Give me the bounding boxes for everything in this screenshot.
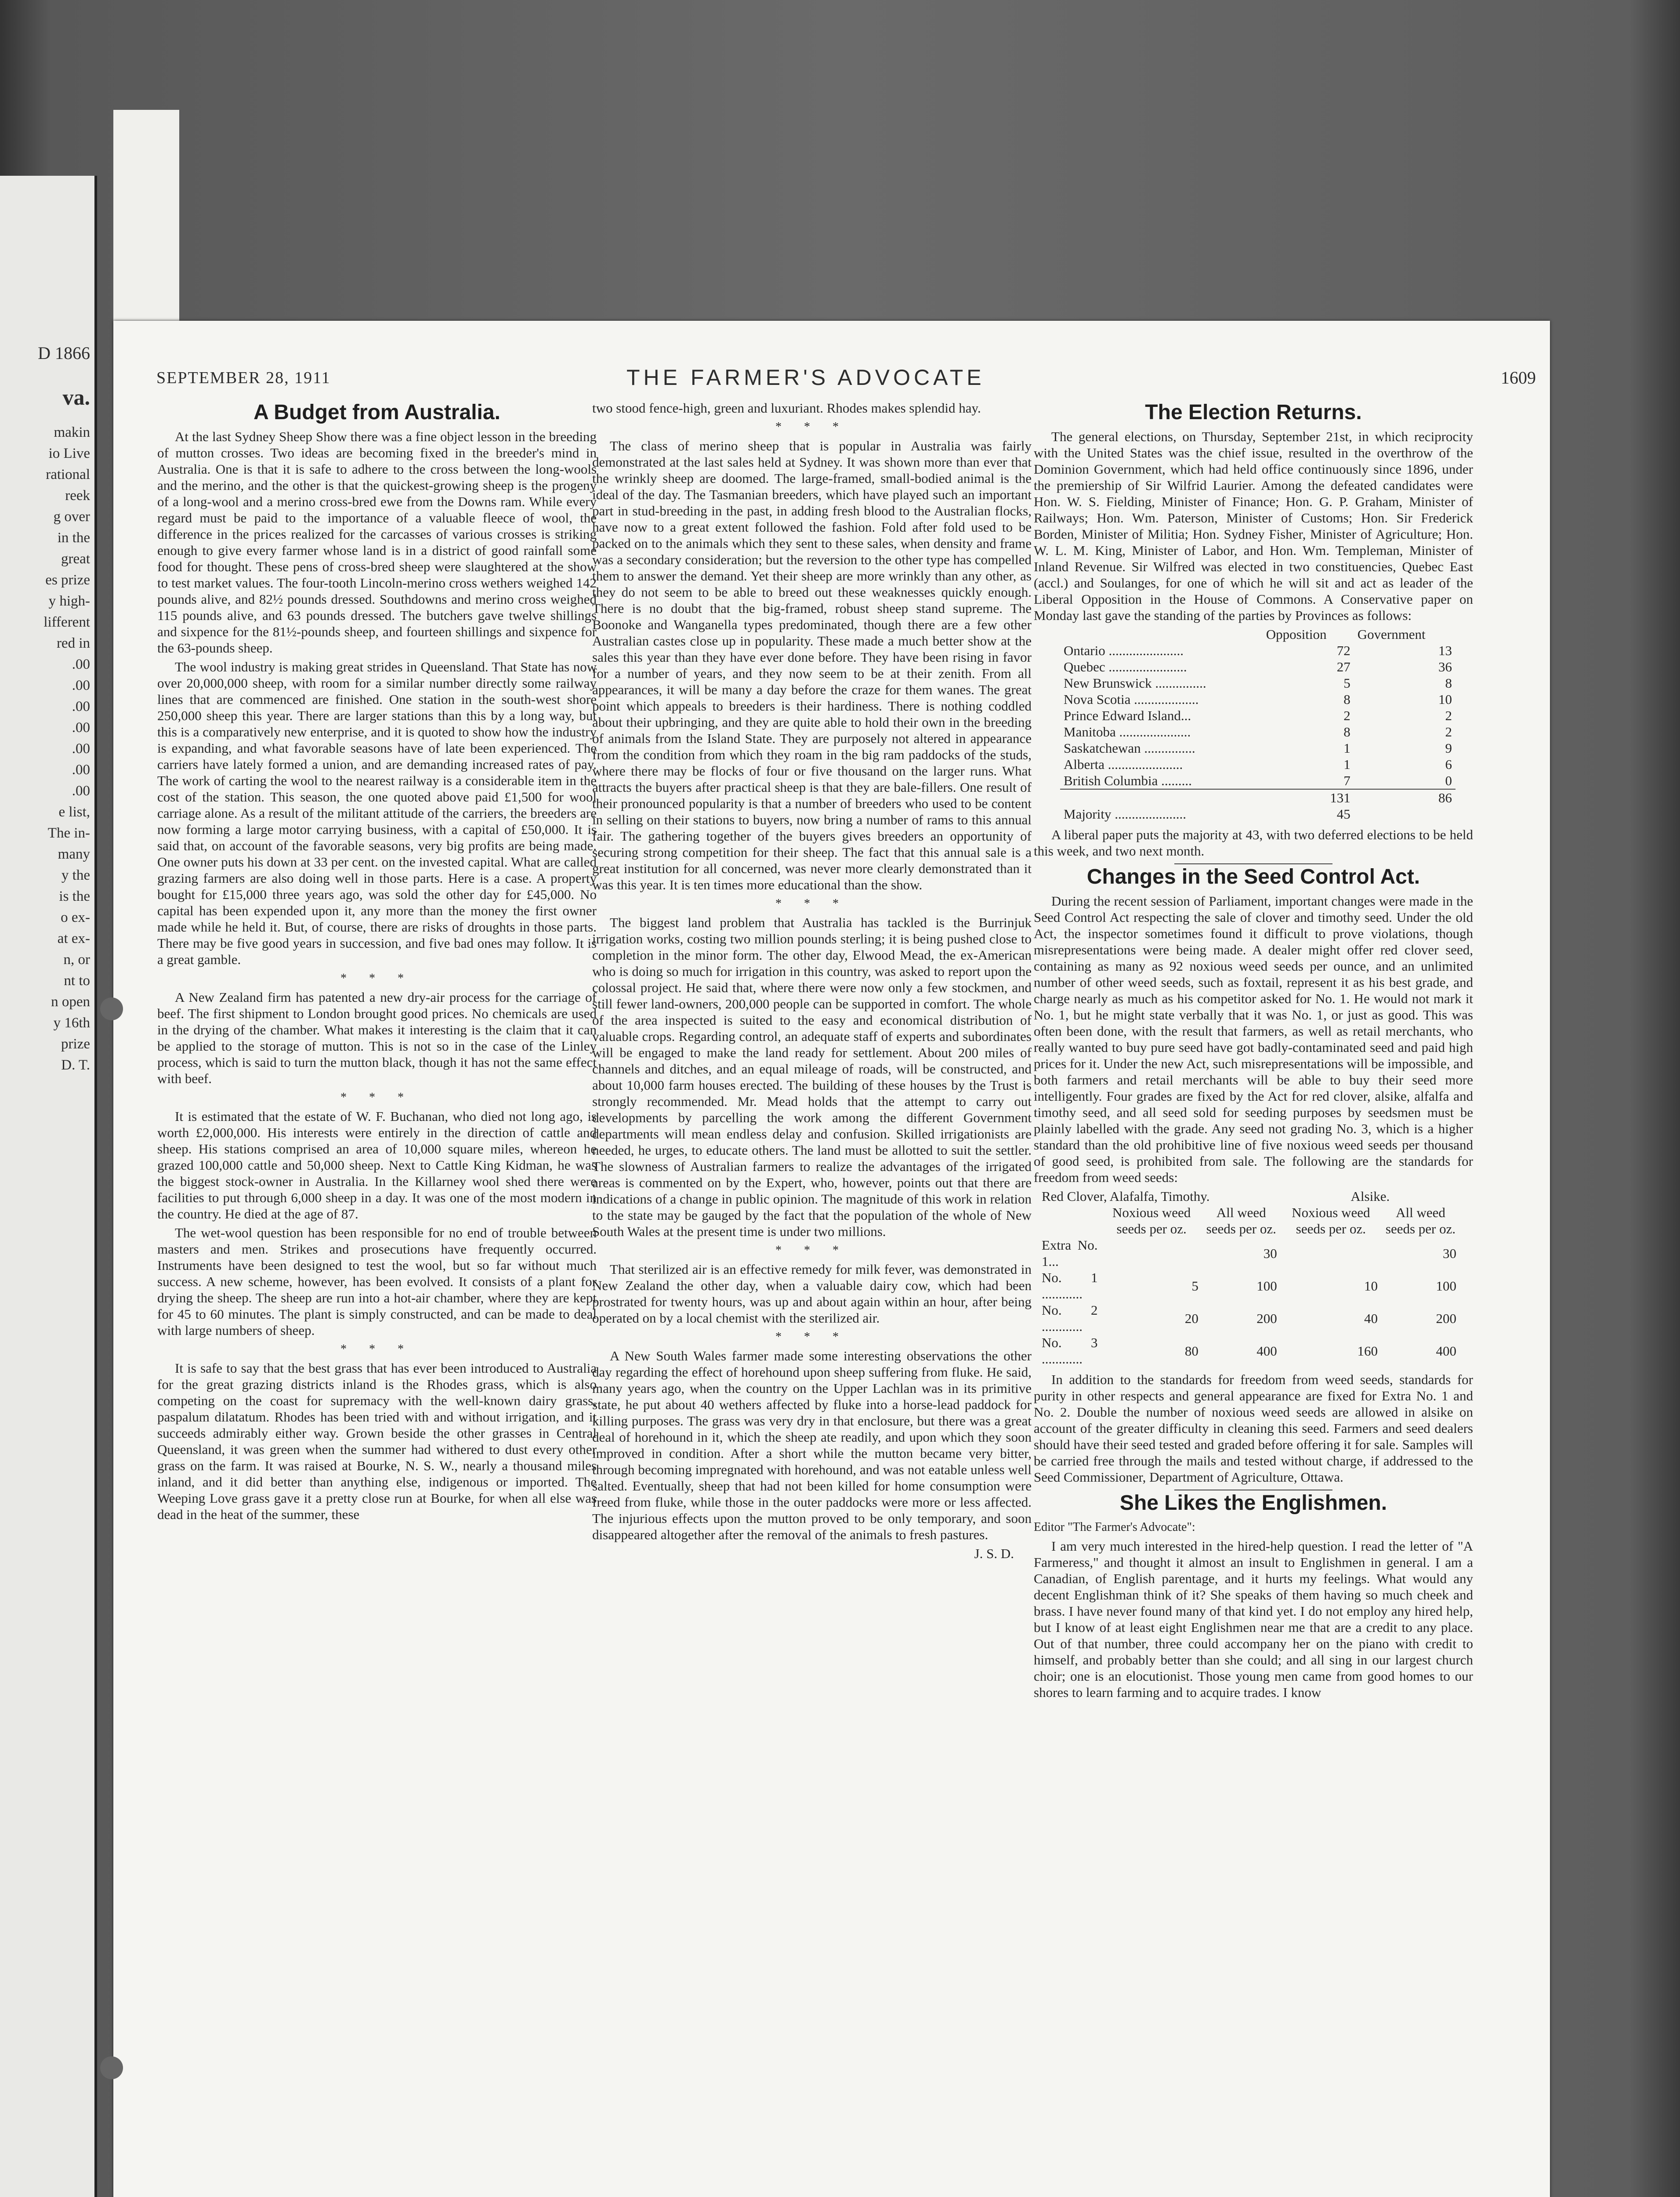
gutter-line: in the [57,530,90,546]
table-row [1038,1237,1460,1269]
divider-rule [1174,863,1332,864]
gutter-line: es prize [45,572,90,588]
province-cell: Nova Scotia ................... [1064,692,1199,707]
column-2 [592,400,1032,1562]
gutter-line: .00 [72,720,90,736]
seat-count-cell: 5 [1343,675,1351,691]
paragraph: A New Zealand firm has patented a new dry-air process for the carriage of beef. The first shipment to London brought good prices. No chemicals are used in the drying of the chamber. What makes it interesting is the claim that it can be applied to the storage of mutton. This is not so in the case of the Linley process, which is said to turn the mutton black, though it has not the same effect with beef. [157,990,597,1086]
editor-salutation: Editor "The Farmer's Advocate": [1034,1520,1195,1534]
seat-count-cell: 7 [1343,773,1351,788]
seed-count-cell: 400 [1436,1343,1456,1359]
gutter-line: reek [65,488,90,504]
seat-count-cell: 8 [1343,692,1351,707]
gutter-line: n open [51,994,90,1010]
section-divider: * * * [340,1342,413,1356]
seed-count-cell: 10 [1364,1278,1378,1294]
grade-cell: No. 1 ............ [1042,1270,1098,1302]
table-row [1060,740,1456,756]
table-row [1060,691,1456,707]
gutter-line: red in [56,635,90,651]
binding-hole [100,997,123,1020]
seat-count-cell: 2 [1445,724,1452,740]
seed-count-cell: 20 [1184,1310,1198,1326]
gutter-line: o ex- [61,910,90,925]
table-row [1060,772,1456,789]
section-divider: * * * [340,972,413,985]
province-cell: Quebec ....................... [1064,659,1187,674]
paragraph: That sterilized air is an effective remedy for milk fever, was demonstrated in New Zealand the other day, when a valuable dairy cow, which had been prostrated for twenty hours, was up and about again within an hour, after being operated on by a local chemist with the sterilized air. [592,1262,1032,1326]
seat-count-cell: 0 [1445,773,1452,788]
seat-count-cell: 36 [1438,659,1452,674]
seed-count-cell: 5 [1191,1278,1198,1294]
seed-count-cell [1281,1237,1381,1269]
gutter-line: .00 [72,699,90,714]
totals-row: 131 86 [1060,789,1456,806]
gutter-line: nt to [64,973,90,989]
seat-count-cell: 2 [1445,708,1452,723]
paragraph: At the last Sydney Sheep Show there was a fine object lesson in the breeding of mutton crosses. Two ideas are becoming fixed in the breeder's mind in Australia. One is that it is safe to adhere to the cross between the long-wools and the merino, and the other is that the quickest-growing sheep is the progeny of a long-wool and a merino cross-bred ewe from the Downs ram. While every regard must be paid to the importance of a valuable fleece of wool, the difference in the prices realized for the carcasses of various crosses is striking enough to give every farmer whose land is in a district of good rainfall some food for thought. These pens of cross-bred sheep were slaughtered at the show to test market values. The four-tooth Lincoln-merino cross wethers weighed 142 pounds alive, and 82½ pounds dressed. Southdowns and merino cross weighed 115 pounds alive, and 63 pounds dressed. The butchers gave twelve shillings and sixpence for the 81½-pounds sheep, and fourteen shillings and sixpence for the 63-pounds sheep. [157,429,597,656]
seed-count-cell: 400 [1256,1343,1277,1359]
gutter-line: many [58,846,90,862]
table-row [1038,1334,1460,1367]
gutter-line: y 16th [53,1015,90,1031]
gutter-line: rational [46,467,90,482]
paragraph: The biggest land problem that Australia has tackled is the Burrinjuk irrigation works, costing two million pounds sterling; it is being pushed close to completion in the minor form. The other day, Elwood Mead, the ex-American who is doing so much for irrigation in this country, was asked to report upon the colossal project. He said that, where there were now only a few stockmen, and still fewer land-owners, 200,000 people can be supported in comfort. The whole of the area inspected is suited to the easy and economical distribution of valuable crops. Regarding control, an adequate staff of experts and subordinates will be engaged to make the land ready for settlement. About 200 miles of channels and ditches, and an equal mileage of roads, will be constructed, and about 10,000 farm houses erected. The building of these houses by the Trust is strongly recommended. Mr. Mead holds that the attempt to carry out developments by parcelling the work among the different Government departments will mean endless delay and confusion. Skilled irrigationists are needed, he urges, to educate others. The land must be allotted to suit the settler. The slowness of Australian farmers to realize the advantages of the irrigated areas is commented on by the Expert, who, however, points out that there are indications of a change in public opinion. The magnitude of this work in relation to the state may be gauged by the fact that the population of the whole of New South Wales at the present time is under two millions. [592,915,1032,1239]
table-row [1038,1302,1460,1334]
seed-count-cell: 160 [1357,1343,1378,1359]
grade-cell: No. 3 ............ [1042,1335,1098,1367]
paragraph: In addition to the standards for freedom from weed seeds, standards for purity in other respects and general appearance are fixed for Extra No. 1 and No. 2. Double the number of noxious weed seeds are allowed in alsike on account of the greater difficulty in cleaning this seed. Farmers and seed dealers should have their seed tested and graded before offering it for sale. Samples will be carried free through the mails and tested without charge, if addressed to the Seed Commissioner, Department of Agriculture, Ottawa. [1034,1372,1473,1485]
gutter-line: prize [61,1036,90,1052]
table-row [1060,756,1456,772]
masthead: THE FARMER'S ADVOCATE [626,365,985,390]
issue-date: SEPTEMBER 28, 1911 [156,369,331,387]
table-title-row: Red Clover, Alafalfa, Timothy. Alsike. [1042,1189,1390,1204]
grade-cell: No. 2 ............ [1042,1302,1098,1334]
province-cell: British Columbia ......... [1064,773,1192,788]
article-title-budget: A Budget from Australia. [253,401,500,424]
seat-count-cell: 6 [1445,757,1452,772]
seed-count-cell: 200 [1256,1310,1277,1326]
seed-count-cell [1101,1237,1202,1269]
seed-standards-table [1038,1188,1460,1367]
seed-count-cell: 80 [1184,1343,1198,1359]
article-title-english: She Likes the Englishmen. [1119,1491,1387,1515]
page-margin-strip [113,110,179,330]
gutter-line: .00 [72,741,90,757]
paragraph: I am very much interested in the hired-help question. I read the letter of "A Farmeress," and thought it almost an insult to Englishmen in general. I am a Canadian, of English parentage, and it hurts my feelings. What would any decent Englishman think of it? She speaks of them having so much cheek and brass. I have never found many of that kind yet. I do not employ any hired help, but I know of at least eight Englishmen near me that are a credit to any place. Out of that number, three could accompany her on the piano with credit to himself, and probably better than she could; and all sing in our largest church choir; one is an elocutionist. Those young men came from good homes to our shores to learn farming and to acquire trades. I know [1034,1538,1473,1700]
column-3 [1034,400,1473,1703]
column-1 [157,400,597,1525]
paragraph: The wet-wool question has been responsible for no end of trouble between masters and men. Strikes and prosecutions have frequently occurred. Instruments have been designed to test the wool, but so far without much success. A new scheme, however, has been evolved. It consists of a plant for drying the sheep. The sheep are run into a hot-air chamber, where they are kept for 45 to 60 minutes. The plant is simply constructed, and can be made to deal with large numbers of sheep. [157,1225,597,1338]
paragraph: During the recent session of Parliament, important changes were made in the Seed Control Act respecting the sale of clover and timothy seed. Under the old Act, the inspector sometimes found it difficult to prove violations, though misrepresentations were being made. A dealer might offer red clover seed, containing as many as 92 noxious weed seeds per ounce, and an unlimited number of other weed seeds, such as foxtail, represent it as his best grade, and charge nearly as much as his competitor asked for No. 1. He would not mark it No. 1, but he might state verbally that it was No. 1, or just as good. This was often been done, with the result that farmers, as well as retail merchants, who really wanted to buy pure seed have got badly-contaminated seed and paid high prices for it. Under the new Act, such misrepresentations will be impossible, and both farmers and retail merchants will be able to buy their seed more intelligently. Four grades are fixed by the Act for red clover, alsike, alfalfa and timothy seed, and all seed sold for seeding purposes by seedsmen must be plainly labelled with the grade. Any seed not grading No. 3, which is a higher standard than the old prohibitive line of five noxious weed seeds per thousand of good seed, is prohibited from sale. The following are the standards for freedom from weed seeds: [1034,893,1473,1185]
paragraph: The class of merino sheep that is popular in Australia was fairly demonstrated at the last sales held at Sydney. It was shown more than ever that the wrinkly sheep are doomed. The large-framed, small-bodied animal is the ideal of the day. The Tasmanian breeders, which have played such an important part in stud-breeding in the past, in adding fresh blood to the Australian flocks, have now to a great extent followed the fashion. Fold after fold used to be packed on to the animals which they sent to these sales, when density and frame was a secondary consideration; but the reversion to the other type has compelled them to answer the demand. Yet their sheep are more wrinkly than any other, as they do not seem to be able to breed out these weaknesses quickly enough. There is no doubt that the big-framed, robust sheep stand supreme. The Boonoke and Wanganella types predominated, though there are a few other Australian castes close up in popularity. These made a much better show at the sales this year than they have ever done before. They have been rising in favor for a number of years, and they now seem to be at their zenith. From all appearances, it will be many a day before the craze for them wanes. The great point which appeals to breeders is their hardiness. There is nothing coddled about their upbringing, and they are quite able to hold their own in the breeding of animals from the Island State. They are purposely not altered in appearance from the condition from which they roam in the big ram paddocks of the studs, where there may be flocks of four or five thousand on the larger runs. What attracts the buyers after practical sheep is that they are bale-fillers. One result of their pronounced popularity is that a number of breeders who used to be content in selling on their stations to buyers, now bring a number of rams to this annual fair. The gathering together of the buyers gives breeders an opportunity of securing strong competition for their sheep. The fact that this annual sale is a great institution for all concerned, was never more clearly demonstrated than it was this year. It is ten times more educational than the show. [592,438,1032,892]
section-divider: * * * [775,420,848,434]
gutter-line: The in- [47,825,90,841]
gutter-line: .00 [72,783,90,799]
seed-count-cell: 200 [1436,1310,1456,1326]
table-row [1060,724,1456,740]
election-table [1060,626,1456,822]
paragraph: The wool industry is making great strides in Queensland. That State has now over 20,000,000 sheep, with room for a similar number directly some railway lines that are commenced are finished. One station in the south-west shore 250,000 sheep this year. There are larger stations than this by a long way, but this is a comparatively new enterprise, and it is quoted to show how the industry is expanding, and what favorable seasons have of late been experienced. The carriers have lately formed a union, and are demanding increased rates of pay. The work of carting the wool to the nearest railway is a considerable item in the cost of the station. This season, the one quoted above paid £1,500 for wool carriage alone. As a result of the militant attitude of the carriers, the breeders are now forming a large motor carrying business, with a capital of £50,000. It is said that, on account of the favorable seasons, very big profits are being made. One owner puts his down at 33 per cent. on the invested capital. What are called grazing farmers are also doing well in those parts. Here is a case. A property bought for £15,000 three years ago, was sold the other day for £45,000. No capital has been expended upon it, any more than the money the first owner made while he held it. But, of course, there are risks of droughts in those parts. There may be five good years in succession, and five bad ones may follow. It is a great gamble. [157,659,597,967]
gutter-line: e list, [58,804,90,820]
gutter-line: .00 [72,678,90,693]
paragraph: It is estimated that the estate of W. F. Buchanan, who died not long ago, is worth £2,000,000. His interests were entirely in the direction of cattle and sheep. His stations comprised an area of 10,000 square miles, whereon he grazed 100,000 cattle and 50,000 sheep. Next to Cattle King Kidman, he was the biggest stock-owner in Australia. In the Killarney wool shed there were facilities to put through 6,000 sheep in a day. It was one of the most modern in the country. He died at the age of 87. [157,1109,597,1222]
gutter-line: lifferent [43,614,90,630]
table-row [1038,1269,1460,1302]
newspaper-page [113,321,1550,2197]
column-header: Opposition [1266,627,1327,642]
section-divider: * * * [775,1330,848,1344]
seed-count-cell: 100 [1436,1278,1456,1294]
paragraph: The general elections, on Thursday, September 21st, in which reciprocity with the United States was the chief issue, resulted in the overthrow of the Dominion Government, which had held office continuously since 1896, under the premiership of Sir Wilfrid Laurier. Among the defeated candidates were Hon. W. S. Fielding, Minister of Finance; Hon. G. P. Graham, Minister of Railways; Hon. Wm. Paterson, Minister of Customs; Hon. Sir Frederick Borden, Minister of Militia; Hon. Sydney Fisher, Minister of Agriculture; Hon. W. L. M. King, Minister of Labor, and Hon. Wm. Templeman, Minister of Inland Revenue. Sir Wilfred was elected in two constituencies, Quebec East (accl.) and Soulanges, for one of which he will sit and act as leader of the Liberal Opposition in the House of Commons. A Conservative paper on Monday last gave the standing of the parties by Provinces as follows: [1034,429,1473,623]
province-cell: Ontario ...................... [1064,643,1184,658]
gutter-year: D 1866 [38,343,90,363]
binding-hole [100,2056,123,2079]
province-cell: Saskatchewan ............... [1064,740,1195,756]
author-signature: J. S. D. [974,1546,1014,1561]
majority-row: Majority ..................... 45 [1064,806,1351,822]
seed-count-cell: 40 [1364,1310,1378,1326]
seat-count-cell: 10 [1438,692,1452,707]
seat-count-cell: 1 [1343,757,1351,772]
province-cell: New Brunswick ............... [1064,675,1206,691]
province-cell: Prince Edward Island... [1064,708,1191,723]
paragraph: A liberal paper puts the majority at 43, with two deferred elections to be held this week, and two next month. [1034,827,1473,859]
gutter-text-lines [0,422,90,1076]
paragraph: A New South Wales farmer made some interesting observations the other day regarding the effect of horehound upon sheep suffering from fluke. He said, many years ago, when the country on the Upper Lachlan was in its primitive state, he put about 40 wethers affected by fluke into a horse-lead paddock for killing purposes. The grass was very dry in that enclosure, but there was a great deal of horehound in it, which the sheep ate readily, and upon which they soon improved in condition. After a short while the mutton became very bitter, through becoming impregnated with horehound, and was not eatable unless well salted. Eventually, sheep that had not been killed for home consumption were freed from fluke, while those in the outer paddocks were more or less affected. The injurious effects upon the mutton proved to be only temporary, and soon disappeared altogether after the removal of the animals to fresh pastures. [592,1348,1032,1542]
gutter-line: .00 [72,762,90,778]
table-header-row [1060,626,1456,642]
section-divider: * * * [775,897,848,910]
gutter-line: makin [54,424,90,440]
province-cell: Manitoba ..................... [1064,724,1191,740]
page-number: 1609 [1501,368,1536,388]
section-divider: * * * [340,1091,413,1104]
adjacent-page-edge [0,176,97,2197]
table-row [1060,642,1456,659]
seat-count-cell: 8 [1445,675,1452,691]
gutter-line: io Live [48,446,90,461]
gutter-line: n, or [63,952,90,968]
seed-count-cell: 100 [1256,1278,1277,1294]
gutter-line: at ex- [57,931,90,946]
seat-count-cell: 27 [1336,659,1351,674]
seat-count-cell: 9 [1445,740,1452,756]
gutter-line: g over [53,509,90,525]
seat-count-cell: 72 [1336,643,1351,658]
article-title-seed: Changes in the Seed Control Act. [1086,865,1420,888]
seed-count-cell: 30 [1443,1245,1456,1261]
gutter-line: D. T. [61,1057,90,1073]
table-row [1060,659,1456,675]
table-row [1060,707,1456,724]
paragraph: two stood fence-high, green and luxuriant. Rhodes makes splendid hay. [592,400,981,416]
paragraph: It is safe to say that the best grass that has ever been introduced to Australia for the great grazing districts inland is the Rhodes grass, which is also competing on the coast for supremacy with the well-known dairy grass, paspalum dilatatum. Rhodes has been tried with and without irrigation, and it succeeds admirably either way. Grown beside the other grasses in Central Queensland, it was green when the summer had withered to dust every other grass on the farm. It was raised at Bourke, N. S. W., nearly a thousand miles inland, and it did better than anything else, indigenous or imported. The Weeping Love grass gave it a pretty close run at Bourke, for when all else was dead in the heat of the summer, these [157,1360,597,1522]
seat-count-cell: 1 [1343,740,1351,756]
gutter-line: y the [61,867,90,883]
seed-count-cell: 30 [1263,1245,1277,1261]
seat-count-cell: 8 [1343,724,1351,740]
section-divider: * * * [775,1244,848,1257]
table-header-row: Noxious weed seeds per oz. All weed seeds per oz. Noxious weed seeds per oz. All weed seeds per oz. [1112,1205,1456,1236]
gutter-line: y high- [48,593,90,609]
grade-cell: Extra No. 1... [1042,1237,1098,1269]
gutter-heading: va. [62,387,90,408]
province-cell: Alberta ...................... [1064,757,1183,772]
page-header [156,365,1536,391]
seat-count-cell: 13 [1438,643,1452,658]
seat-count-cell: 2 [1343,708,1351,723]
table-row [1060,675,1456,691]
gutter-line: great [61,551,90,567]
gutter-line: .00 [72,656,90,672]
article-title-election: The Election Returns. [1145,401,1362,424]
gutter-line: is the [59,888,90,904]
column-header: Government [1357,627,1426,642]
